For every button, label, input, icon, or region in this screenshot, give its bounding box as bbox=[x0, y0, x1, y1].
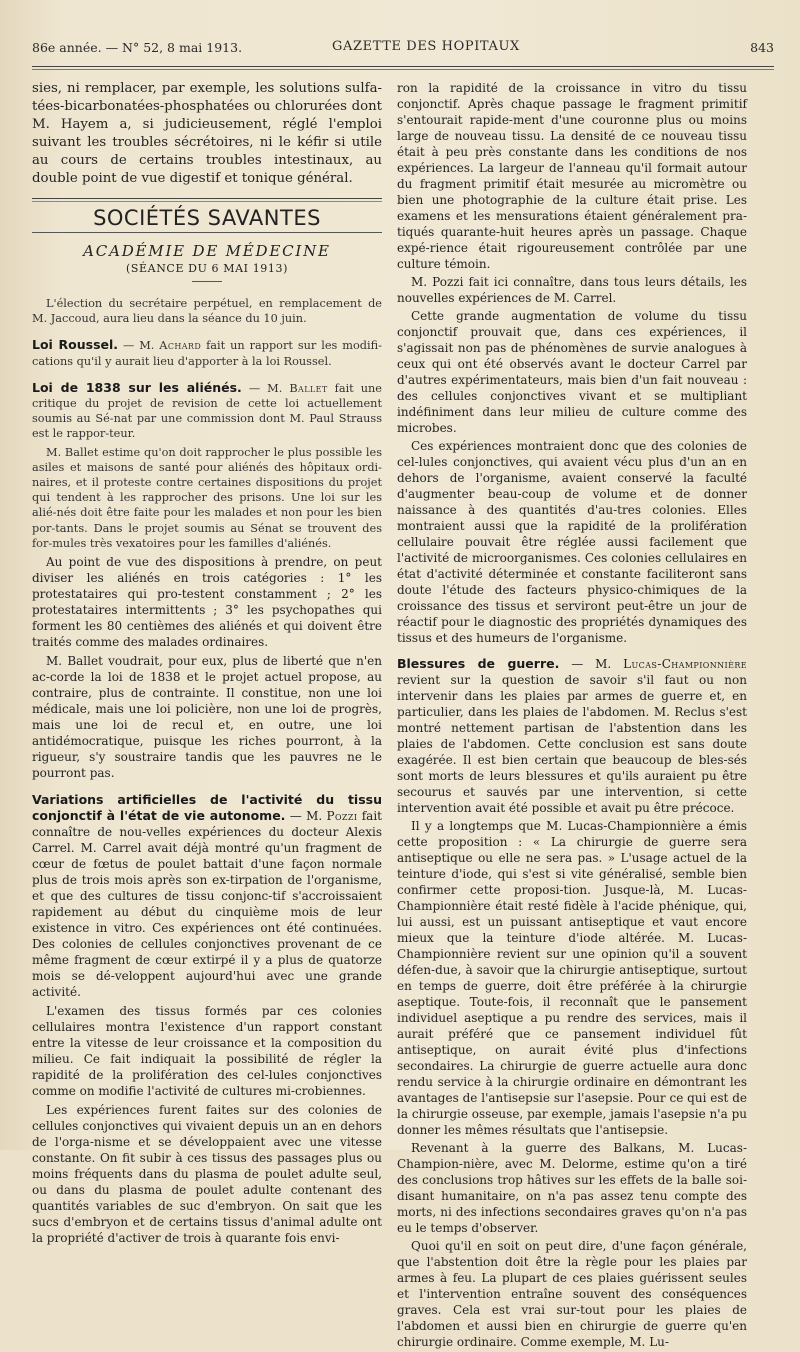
balkans-paragraph: Revenant à la guerre des Balkans, M. Lucas-Champion-nière, avec M. Delorme, estime qu'on a tiré des conclusions trop hâtives sur les effets de la balle soi-disant humanitaire, on n'a pas assez tenu compte des morts, ni des infections secondaires graves qu'on n'a pas eu le temps d'observer. bbox=[397, 1141, 747, 1235]
ballet-paragraph-3: M. Ballet voudrait, pour eux, plus de liberté que n'en ac-corde la loi de 1838 et le projet actuel propose, au contraire, plus de contrainte. Il constitue, non une loi médicale, mais une loi policière, non une loi de progrès, mais une loi de recul et, en outre, une loi antidémocratique, puisque les riches pourront, à la rigueur, s'y soustraire tandis que les pauvres ne le pourront pas. bbox=[32, 654, 382, 781]
blessures-heading: Blessures de guerre. bbox=[397, 656, 560, 671]
loi-1838-paragraph: Loi de 1838 sur les aliénés. — M. Ballet fait une critique du projet de revision de cette loi actuellement soumis au Sé-nat par une commission dont M. Paul Strauss est le rappor-teur. bbox=[32, 379, 382, 441]
quoi-paragraph: Quoi qu'il en soit on peut dire, d'une façon générale, que l'abstention doit être la règle pour les plaies par armes à feu. La plupart de ces plaies guérissent seules et l'intervention entraîne souvent des conséquences graves. Cela est vrai sur-tout pour les plaies de l'abdomen et aussi bien en chirurgie de guerre qu'en chirurgie ordinaire. Comme exemple, M. Lu- bbox=[397, 1239, 747, 1349]
speaker-name: Achard bbox=[159, 339, 202, 353]
loi-1838-heading: Loi de 1838 sur les aliénés. bbox=[32, 379, 242, 395]
speaker-name: Ballet bbox=[289, 381, 328, 395]
continuation-paragraph: ron la rapidité de la croissance in vitro du tissu conjonctif. Après chaque passage le fragment primitif s'entourait rapide-ment d'une couronne plus ou moins large de nouveau tissu. La densité de ce nouveau tissu était à peu près constante dans les conditions de nos expériences. La largeur de l'anneau qu'il formait autour du fragment primitif était mesurée au micromètre ou bien une photographie de la culture était prise. Les examens et les mensurations étaient généralement pra-tiqués quarante-huit heures après un passage. Chaque expé-rience était rigoureusement contrôlée par une culture témoin. bbox=[397, 81, 747, 271]
speaker-name: Lucas-Championnière bbox=[623, 657, 747, 671]
section-title: SOCIÉTÉS SAVANTES bbox=[93, 206, 321, 230]
variations-heading: Variations artificielles de l'activité du tissu conjonctif à l'état de vie autonome. bbox=[32, 792, 382, 824]
ballet-paragraph-2: Au point de vue des dispositions à prendre, on peut diviser les aliénés en trois catégories : 1° les protestataires qui pro-testent constamment ; 2° les protestataires intermittents ; 3° les psychopathes qui forment les 80 centièmes des aliénés et qui doivent être traités comme des malades ordinaires. bbox=[32, 555, 382, 650]
header-rule bbox=[32, 66, 774, 70]
section-divider bbox=[32, 198, 382, 202]
examen-paragraph: L'examen des tissus formés par ces colonies cellulaires montra l'existence d'un rapport constant entre la vitesse de leur croissance et la composition du milieu. Ce fait indiquait la possibilité de régler la rapidité de la prolifération des cel-lules conjonctives comme on modifie l'activité de cultures mi-crobiennes. bbox=[32, 1004, 382, 1099]
short-rule bbox=[192, 281, 222, 282]
montraient-paragraph: Ces expériences montraient donc que des colonies de cel-lules conjonctives, qui avaient vécu plus d'un an en dehors de l'organisme, avaient conservé la faculté d'augmenter beau-coup de volume et de donner naissance à des quantités d'au-tres colonies. Elles montraient aussi que la rapidité de la prolifération cellulaire pouvait être réglée aussi facilement que l'activité de microorganismes. Ces colonies cellulaires en état d'activité déterminée et constante faciliteront sans doute l'étude des facteurs physico-chimiques de la croissance des tissus et serviront peut-être un jour de réactif pour le diagnostic des propriétés dynamiques des tissus et des humeurs de l'organisme. bbox=[397, 439, 747, 645]
roussel-paragraph: Loi Roussel. — M. Achard fait un rapport sur les modifi-cations qu'il y aurait lieu d'apporter à la loi Roussel. bbox=[32, 337, 382, 368]
journal-title: GAZETTE DES HOPITAUX bbox=[332, 39, 520, 54]
roussel-heading: Loi Roussel. bbox=[32, 337, 119, 353]
running-header bbox=[32, 38, 774, 58]
variations-paragraph: Variations artificielles de l'activité du tissu conjonctif à l'état de vie autonome. — M. Pozzi fait connaître de nou-velles expériences du docteur Alexis Carrel. M. Carrel avait déjà montré qu'un fragment de cœur de fœtus de poulet battait d'une façon normale plus de trois mois après son ex-tirpation de l'organisme, et que des cultures de tissu conjonc-tif s'accroissaient rapidement au début du cinquième mois de leur existence in vitro. Ces expériences ont été continuées. Des colonies de cellules conjonctives provenant de ce même fragment de cœur extirpé il y a plus de quatorze mois se dé-veloppent aujourd'hui avec une grande activité. bbox=[32, 792, 382, 1000]
right-column bbox=[397, 80, 747, 1352]
academy-heading: ACADÉMIE DE MÉDECINE bbox=[83, 242, 331, 260]
pozzi-paragraph: M. Pozzi fait ici connaître, dans tous leurs détails, les nouvelles expériences de M. Carrel. bbox=[397, 275, 747, 305]
section-divider-bottom bbox=[32, 232, 382, 233]
speaker-name: Pozzi bbox=[326, 809, 358, 824]
blessures-paragraph: Blessures de guerre. — M. Lucas-Championnière revient sur la question de savoir s'il faut ou non intervenir dans les plaies par armes de guerre et, en particulier, dans les plaies de l'abdomen. M. Reclus s'est montré nettement partisan de l'abstention dans les plaies de l'abdomen. Cette conclusion est sans doute exagérée. Il est bien certain que beaucoup de bles-sés sont morts de leurs blessures et qu'ils auraient pu être secourus et sauvés par une intervention, si cette intervention avait été possible et avait pu être précoce. bbox=[397, 656, 747, 815]
page-number: 843 bbox=[750, 40, 774, 55]
seance-date: (SÉANCE DU 6 MAI 1913) bbox=[126, 262, 288, 275]
augmentation-paragraph: Cette grande augmentation de volume du tissu conjonctif prouvait que, dans ces expériences, il s'agissait non pas de phénomènes de survie analogues à ceux qui ont été observés avant le docteur Carrel par d'autres expérimentateurs, mais bien d'un fait nouveau : des cellules conjonctives vivant et se multipliant indéfiniment dans leur milieu de culture comme des microbes. bbox=[397, 309, 747, 435]
intro-paragraph: sies, ni remplacer, par exemple, les solutions sulfa-tées-bicarbonatées-phosphatées ou chlorurées dont M. Hayem a, si judicieusement, réglé l'emploi suivant les troubles sécrétoires, ni le kéfir si utile au cours de certains troubles intestinaux, au double point de vue digestif et tonique général. bbox=[32, 81, 382, 186]
election-paragraph: L'élection du secrétaire perpétuel, en remplacement de M. Jaccoud, aura lieu dans la séance du 10 juin. bbox=[32, 297, 382, 326]
experiences-paragraph: Les expériences furent faites sur des colonies de cellules conjonctives qui vivaient depuis un an en dehors de l'orga-nisme et se développaient avec une vitesse constante. On fit subir à ces tissus des passages plus ou moins fréquents dans du plasma de poulet adulte seul, ou dans du plasma de poulet adulte contenant des quantités variables de suc d'embryon. On sait que les sucs d'embryon et de certains tissus d'animal adulte ont la propriété d'activer de trois à quarante fois envi- bbox=[32, 1103, 382, 1246]
issue-info: 86e année. — N° 52, 8 mai 1913. bbox=[32, 40, 243, 55]
left-column bbox=[32, 80, 382, 1249]
ballet-paragraph-1: M. Ballet estime qu'on doit rapprocher le plus possible les asiles et maisons de santé pour aliénés des hôpitaux ordi-naires, et il proteste contre certaines dispositions du projet qui tendent à les rapprocher des prisons. Une loi sur les alié-nés doit être faite pour les malades et non pour les bien por-tants. Dans le projet soumis au Sénat se trouvent des for-mules très vexatoires pour les familles d'aliénés. bbox=[32, 445, 382, 550]
longtemps-paragraph: Il y a longtemps que M. Lucas-Championnière a émis cette proposition : « La chirurgie de guerre sera antiseptique ou elle ne sera pas. » L'usage actuel de la teinture d'iode, qui s'est si vite généralisé, semble bien confirmer cette proposi-tion. Jusque-là, M. Lucas-Championnière était resté fidèle à l'acide phénique, qui, lui aussi, est un puissant antiseptique et vaut encore mieux que la teinture d'iode altérée. M. Lucas-Championnière revient sur une opinion qu'il a souvent défen-due, à savoir que la chirurgie antiseptique, surtout en temps de guerre, doit être préférée à la chirurgie aseptique. Toute-fois, il reconnaît que le pansement individuel aseptique a pu rendre des services, mais il aurait préféré que ce pansement individuel fût antiseptique, on aurait évité plus d'infections secondaires. La chirurgie de guerre actuelle aura donc rendu service à la chirurgie ordinaire en démontrant les avantages de l'antisepsie sur l'asepsie. Pour ce qui est de la chirurgie osseuse, par exemple, jamais l'asepsie n'a pu donner les mêmes résultats que l'antisepsie. bbox=[397, 819, 747, 1137]
